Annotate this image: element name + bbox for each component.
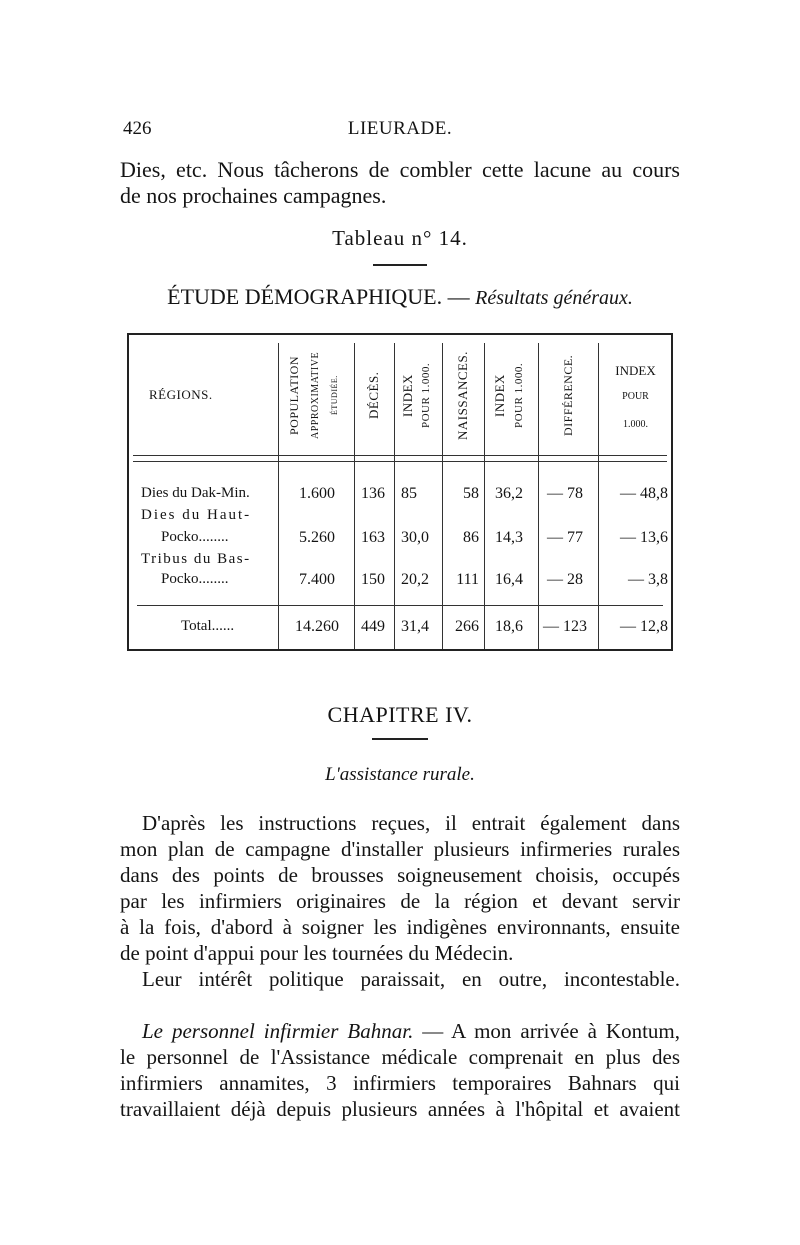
row-1-deces: 136	[361, 485, 385, 502]
row-3-index-diff: — 3,8	[628, 571, 668, 588]
total-rule	[137, 605, 663, 606]
total-deces: 449	[361, 618, 385, 635]
chapter-rule	[372, 738, 428, 740]
row-3-population: 7.400	[299, 571, 335, 588]
row-2-population: 5.260	[299, 529, 335, 546]
p3-line: le personnel de l'Assistance médicale comprenait en plus des	[120, 1045, 680, 1069]
row-3-index-naissances: 16,4	[495, 571, 523, 588]
p3-line: travaillaient déjà depuis plusieurs années à l'hôpital et avaient	[120, 1097, 680, 1121]
p1-line: dans des points de brousses soigneusement choisis, occupés	[120, 863, 680, 887]
p1-line: par les infirmiers originaires de la région et devant servir	[120, 889, 680, 913]
row-1-difference: — 78	[547, 485, 583, 502]
row-1-region: Dies du Dak-Min.	[141, 485, 250, 501]
row-1-population: 1.600	[299, 485, 335, 502]
header-index-deces: INDEX	[400, 374, 415, 417]
p3-line-1-rest: — A mon arrivée à Kontum,	[413, 1019, 681, 1043]
row-2-deces: 163	[361, 529, 385, 546]
header-population: POPULATION	[287, 356, 301, 436]
table-title-sub: Résultats généraux.	[475, 287, 633, 309]
header-rule	[133, 461, 667, 462]
header-rule	[133, 455, 667, 456]
row-1-index-diff: — 48,8	[620, 485, 668, 502]
header-index-diff: INDEX	[615, 363, 656, 378]
row-3-difference: — 28	[547, 571, 583, 588]
row-2-index-deces: 30,0	[401, 529, 429, 546]
row-3-deces: 150	[361, 571, 385, 588]
paragraph-1	[120, 810, 680, 992]
header-index-deces-2: POUR 1.000.	[420, 362, 432, 429]
header-index-naissances-2: POUR 1.000.	[513, 362, 525, 429]
header-index-naissances: INDEX	[492, 374, 507, 417]
p1-line: de point d'appui pour les tournées du Médecin.	[120, 941, 514, 965]
header-index-diff-3: 1.000.	[623, 419, 648, 430]
col-divider	[394, 343, 395, 649]
total-index-deces: 31,4	[401, 618, 429, 635]
p3-line-1	[120, 1018, 680, 1044]
header-population-2: APPROXIMATIVE	[310, 351, 321, 440]
running-title: LIEURADE.	[347, 118, 453, 139]
row-1-naissances: 58	[463, 485, 479, 502]
total-difference: — 123	[543, 618, 587, 635]
total-naissances: 266	[455, 618, 479, 635]
row-3-region: Tribus du Bas-	[141, 551, 251, 567]
p1-line: mon plan de campagne d'installer plusieurs infirmeries rurales	[120, 837, 680, 861]
total-index-diff: — 12,8	[620, 618, 668, 635]
total-index-naissances: 18,6	[495, 618, 523, 635]
header-regions: RÉGIONS.	[149, 387, 213, 402]
table-title-main: ÉTUDE DÉMOGRAPHIQUE. —	[167, 284, 476, 309]
p2-line: Leur intérêt politique paraissait, en outre, incontestable.	[142, 967, 680, 991]
p3-line: infirmiers annamites, 3 infirmiers temporaires Bahnars qui	[120, 1071, 680, 1095]
col-divider	[484, 343, 485, 649]
total-population: 14.260	[295, 618, 339, 635]
row-3-naissances: 111	[456, 571, 479, 588]
row-3-region-cont: Pocko........	[161, 571, 229, 587]
page-number: 426	[123, 118, 152, 139]
row-2-region-cont: Pocko........	[161, 529, 229, 545]
title-rule	[373, 264, 427, 266]
header-population-3: ÉTUDIÉE.	[330, 375, 339, 416]
col-divider	[354, 343, 355, 649]
header-naissances: NAISSANCES.	[455, 351, 470, 440]
header-difference: DIFFÉRENCE.	[561, 354, 575, 437]
col-divider	[538, 343, 539, 649]
row-1-index-naissances: 36,2	[495, 485, 523, 502]
paragraph-3	[120, 1018, 680, 1122]
row-3-index-deces: 20,2	[401, 571, 429, 588]
section-title: L'assistance rurale.	[325, 764, 475, 785]
header-deces: DÉCÈS.	[366, 371, 381, 420]
intro-line-2: de nos prochaines campagnes.	[120, 183, 387, 208]
p1-line: à la fois, d'abord à soigner les indigènes environnants, ensuite	[120, 915, 680, 939]
p3-lead: Le personnel infirmier Bahnar.	[142, 1019, 414, 1043]
table-label: Tableau n° 14.	[332, 226, 468, 250]
p1-line: D'après les instructions reçues, il entrait également dans	[142, 811, 680, 835]
demography-table	[127, 333, 673, 651]
chapter-title: CHAPITRE IV.	[327, 702, 473, 727]
row-2-naissances: 86	[463, 529, 479, 546]
row-2-index-naissances: 14,3	[495, 529, 523, 546]
row-2-index-diff: — 13,6	[620, 529, 668, 546]
header-index-diff-2: POUR	[622, 391, 649, 402]
intro-line-1: Dies, etc. Nous tâcherons de combler cette lacune au cours	[120, 157, 680, 182]
row-2-region: Dies du Haut-	[141, 507, 252, 523]
total-label: Total......	[181, 618, 235, 634]
row-2-difference: — 77	[547, 529, 583, 546]
table-title	[0, 284, 800, 310]
row-1-index-deces: 85	[401, 485, 417, 502]
